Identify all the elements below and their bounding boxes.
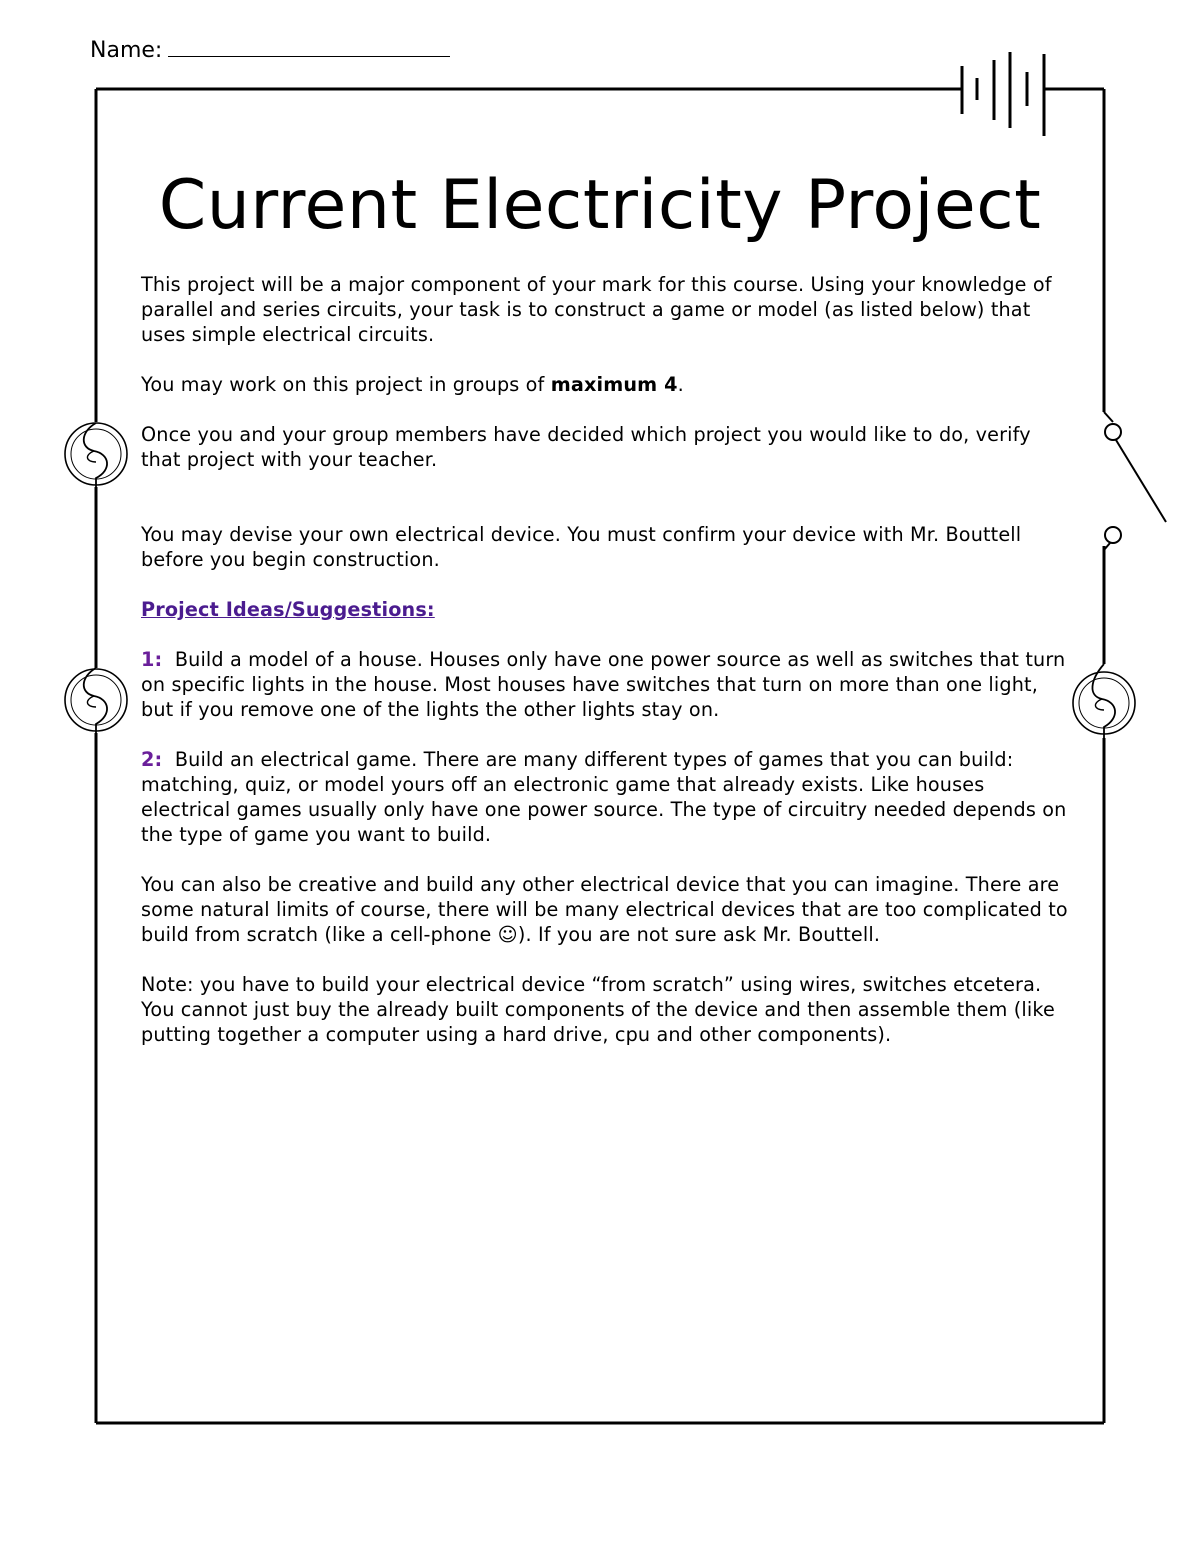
idea-item	[141, 747, 1071, 847]
idea-number: 2:	[141, 748, 163, 771]
name-label: Name:	[90, 38, 163, 63]
bulb-icon-right	[1073, 664, 1135, 738]
idea-text: Build an electrical game. There are many different types of games that you can build: matching, quiz, or model yours off an electronic game that already exists. Like houses electrical games usually only have one power source. The type of circuitry needed depends on the type of game you want to build.	[141, 748, 1067, 846]
bulb-icon-left-bottom	[65, 668, 127, 733]
battery-icon	[962, 52, 1044, 136]
intro-paragraph: This project will be a major component of your mark for this course. Using your knowledge of parallel and series circuits, your task is to construct a game or model (as listed below) that uses simple electrical circuits.	[141, 273, 1052, 346]
groups-emphasis: maximum 4	[550, 373, 678, 396]
ideas-heading: Project Ideas/Suggestions:	[141, 598, 435, 621]
bulb-icon-left-top	[65, 423, 127, 487]
document-body	[141, 272, 1071, 1047]
devise-paragraph: You may devise your own electrical device. You must confirm your device with Mr. Bouttell before you begin construction.	[141, 523, 1022, 571]
groups-paragraph	[141, 372, 1071, 397]
idea-number: 1:	[141, 648, 163, 671]
switch-icon	[1104, 412, 1166, 550]
page-title: Current Electricity Project	[158, 166, 1042, 245]
groups-end: .	[677, 373, 684, 396]
verify-paragraph: Once you and your group members have decided which project you would like to do, verify that project with your teacher.	[141, 423, 1031, 471]
groups-text: You may work on this project in groups of	[141, 373, 551, 396]
creative-paragraph: You can also be creative and build any other electrical device that you can imagine. There are some natural limits of course, there will be many electrical devices that are too complicated to build from scratch (like a cell-phone ☺). If you are not sure ask Mr. Bouttell.	[141, 873, 1068, 946]
idea-text: Build a model of a house. Houses only have one power source as well as switches that turn on specific lights in the house. Most houses have switches that turn on more than one light, but if you remove one of the lights the other lights stay on.	[141, 648, 1066, 721]
note-paragraph: Note: you have to build your electrical device “from scratch” using wires, switches etcetera. You cannot just buy the already built components of the device and then assemble them (like putting together a computer using a hard drive, cpu and other components).	[141, 973, 1055, 1046]
idea-item	[141, 647, 1071, 722]
